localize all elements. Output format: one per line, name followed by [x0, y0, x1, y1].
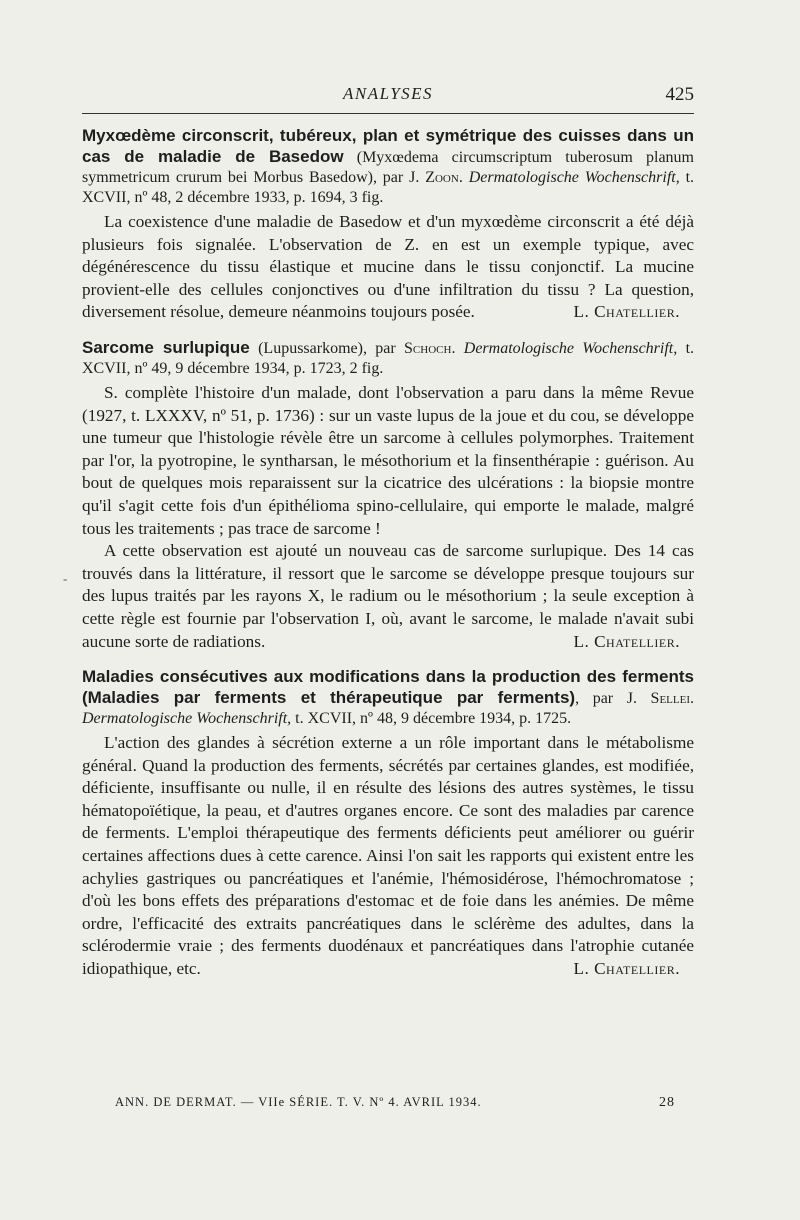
article-reference-pre: , par J.	[575, 690, 651, 708]
article-heading	[82, 667, 694, 729]
article-paragraph	[82, 732, 694, 981]
article-title: Maladies consécutives aux modifications dans la production des ferments (Maladies par ferments et thérapeutique par ferments)	[82, 667, 694, 708]
article-journal: Dermatologische Wochenschrift,	[463, 339, 678, 357]
article-reference-pre: (Lupussarkome), par	[249, 339, 405, 357]
article-reference-post: t. XCVII, nº 48, 2 décembre 1933, p. 1694, 3 fig.	[82, 169, 695, 206]
article-reference-sep: .	[690, 690, 694, 708]
article-journal: Dermatologische Wochenschrift,	[82, 710, 292, 728]
article-paragraph	[82, 211, 694, 324]
article-reference-post: t. XCVII, nº 48, 9 décembre 1934, p. 1725.	[291, 710, 572, 728]
article-reference-pre: (Myxœdema circumscriptum tuberosum planum symmetricum crurum bei Morbus Basedow), par J.	[82, 149, 694, 186]
running-title: ANALYSES	[342, 84, 434, 103]
article-column	[82, 126, 694, 995]
paragraph-text: L'action des glandes à sécrétion externe a un rôle important dans le métabolisme général. Quand la production des ferments, sécrétés par certaines glandes, est modifiée, déficiente, insuffisante ou nulle, il en résulte des lésions des autres systèmes, le tissu hématopoïétique, la peau, et d'autres organes encore. Ce sont des maladies par carence de ferments. L'emploi thérapeutique des ferments déficients peut améliorer ou guérir certaines affections dues à cette carence. Ainsi l'on sait les rapports qui existent entre les achylies gastriques ou pancréatiques et l'anémie, l'hémosidérose, l'hémochromatose ; d'où les bons effets des préparations d'estomac et de foie dans les anémies. De même ordre, l'efficacité des extraits pancréatiques dans le sclérème des adultes, dans la sclérodermie vraie ; des ferments duodénaux et pancréatiques dans l'atrophie cutanée idiopathique, etc.	[82, 733, 694, 979]
article-signature: L. Chatellier.	[573, 959, 680, 979]
article-journal: Dermatologische Wochenschrift,	[468, 169, 680, 186]
paragraph-text: La coexistence d'une maladie de Basedow et d'un myxœdème circonscrit a été déjà plusieurs fois signalée. L'observation de Z. en est un exemple typique, avec dégénérescence du tissu élastique et mucine dans le tissu conjonctif. La mucine provient-elle des cellules conjonctives ou d'une infiltration du tissu ? La question, diversement résolue, demeure néanmoins toujours posée.	[82, 212, 694, 322]
article-reference-sep: .	[458, 169, 469, 186]
page-footer	[115, 1095, 675, 1115]
article-author: Sellei	[650, 690, 690, 708]
article-heading	[82, 126, 694, 208]
article-heading	[82, 338, 694, 379]
article-reference-sep: .	[451, 339, 464, 357]
article-reference-post: t. XCVII, nº 49, 9 décembre 1934, p. 1723, 2 fig.	[82, 339, 695, 377]
article-title: Sarcome surlupique	[82, 337, 250, 357]
margin-mark: -	[63, 571, 68, 586]
article-paragraph	[82, 540, 694, 653]
page-number: 425	[665, 84, 694, 105]
footer-citation: ANN. DE DERMAT. — VIIe SÉRIE. T. V. Nº 4. AVRIL 1934.	[115, 1095, 482, 1109]
article-paragraph: S. complète l'histoire d'un malade, dont l'observation a paru dans la même Revue (1927, t. LXXXV, nº 51, p. 1736) : sur un vaste lupus de la joue et du cou, se développe une tumeur que l'histologie révèle être un sarcome à cellules polymorphes. Traitement par l'or, la pyotropine, le syntharsan, le mésothorium et la finsenthérapie : guérison. Au bout de quelques mois reparaissent sur la cicatrice des ulcérations : la biopsie montre qu'il s'agit cette fois d'un épithélioma spino-cellulaire, qui emporte le malade, malgré tous les traitements ; pas trace de sarcome !	[82, 382, 694, 538]
article-author: Zoon	[425, 169, 459, 186]
footer-sheet-number: 28	[659, 1095, 675, 1110]
article-title: Myxœdème circonscrit, tubéreux, plan et symétrique des cuisses dans un cas de maladie de Basedow	[82, 126, 694, 166]
article-maladies-ferments	[82, 667, 694, 981]
paragraph-text: A cette observation est ajouté un nouveau cas de sarcome surlupique. Des 14 cas trouvés dans la littérature, il ressort que le sarcome se développe presque toujours sur des lupus traités par les rayons X, le radium ou le mésothorium ; la seule exception à cette règle est fournie par l'observation I, où, avant le sarcome, le malade n'avait subi aucune sorte de radiations.	[82, 541, 694, 651]
article-sarcome-surlupique	[82, 338, 694, 653]
header-rule	[82, 113, 694, 114]
article-signature: L. Chatellier.	[573, 302, 680, 322]
article-myxoedeme	[82, 126, 694, 324]
running-header	[82, 84, 694, 108]
article-signature: L. Chatellier.	[573, 631, 680, 651]
article-author: Schoch	[404, 339, 452, 357]
